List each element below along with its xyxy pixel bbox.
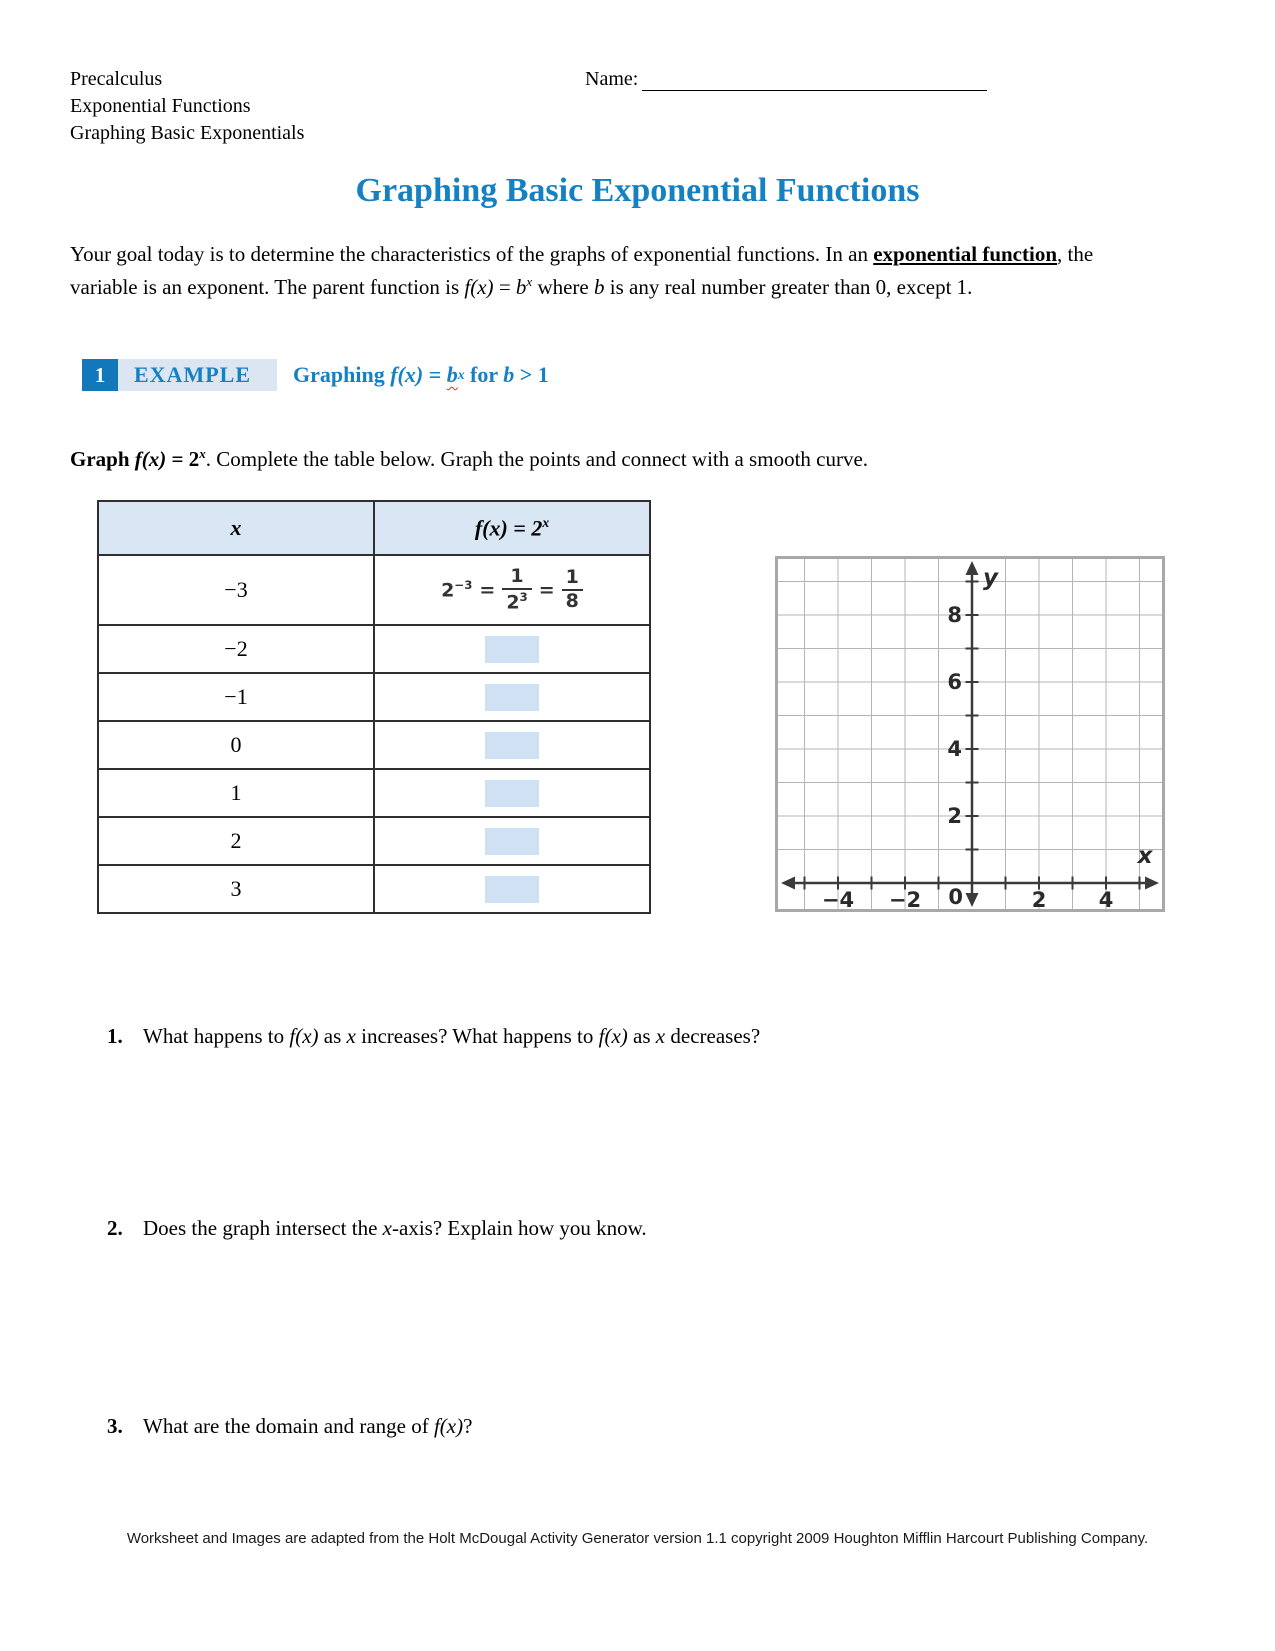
values-table bbox=[97, 500, 651, 914]
y-tick-label: 8 bbox=[947, 603, 962, 627]
math-b: b bbox=[515, 275, 527, 299]
answer-cell bbox=[374, 769, 650, 817]
intro-text: where bbox=[532, 275, 594, 299]
course-name: Precalculus bbox=[70, 68, 163, 90]
lesson-name: Graphing Basic Exponentials bbox=[70, 122, 305, 144]
question-3 bbox=[107, 1414, 1147, 1439]
x-tick-label: 2 bbox=[1031, 888, 1047, 912]
coordinate-grid bbox=[775, 556, 1165, 912]
page-title: Graphing Basic Exponential Functions bbox=[355, 172, 920, 209]
example-label: EXAMPLE bbox=[118, 359, 277, 391]
x-column-header: x bbox=[98, 501, 374, 555]
table-row bbox=[98, 817, 650, 865]
math-exponent: x bbox=[457, 367, 465, 382]
table-header-row bbox=[98, 501, 650, 555]
key-term: exponential function bbox=[873, 242, 1058, 266]
answer-blank bbox=[485, 828, 539, 855]
name-label: Name: bbox=[585, 68, 639, 90]
answer-cell bbox=[374, 721, 650, 769]
x-tick-label: −2 bbox=[888, 888, 922, 912]
intro-paragraph bbox=[70, 240, 1148, 301]
course-header bbox=[70, 66, 304, 147]
math-b-misspell: b bbox=[446, 362, 458, 387]
x-value: 1 bbox=[98, 769, 374, 817]
x-value: 0 bbox=[98, 721, 374, 769]
y-tick-label: 6 bbox=[947, 670, 962, 694]
math-exponent: x bbox=[526, 274, 533, 289]
question-number: 3. bbox=[107, 1414, 123, 1438]
y-tick-label: 2 bbox=[947, 804, 962, 828]
math-fx: f(x) bbox=[464, 275, 494, 299]
name-blank-line bbox=[642, 69, 987, 91]
question-text: What are the domain and range of f(x)? bbox=[143, 1414, 473, 1438]
answer-blank bbox=[485, 876, 539, 903]
x-value: −1 bbox=[98, 673, 374, 721]
x-tick-label: 4 bbox=[1098, 888, 1114, 912]
worked-expression: $2^{-3}$ = $\frac{1}{2^3}$ = $\frac{1}{8}$ bbox=[441, 567, 583, 613]
question-1 bbox=[107, 1024, 1147, 1049]
question-2 bbox=[107, 1216, 1147, 1241]
math-b: b bbox=[594, 275, 605, 299]
answer-blank bbox=[485, 684, 539, 711]
table-row bbox=[98, 865, 650, 913]
x-tick-label: −4 bbox=[821, 888, 855, 912]
fraction: $\frac{1}{2^3}$ bbox=[502, 567, 531, 613]
unit-name: Exponential Functions bbox=[70, 95, 251, 117]
x-value: 2 bbox=[98, 817, 374, 865]
answer-cell bbox=[374, 673, 650, 721]
question-text: Does the graph intersect the x-axis? Explain how you know. bbox=[143, 1216, 647, 1240]
example-banner bbox=[82, 359, 549, 391]
grid-border bbox=[777, 558, 1164, 911]
answer-blank bbox=[485, 636, 539, 663]
table-row bbox=[98, 555, 650, 625]
table-row bbox=[98, 721, 650, 769]
question-text: What happens to f(x) as x increases? What happens to f(x) as x decreases? bbox=[143, 1024, 761, 1048]
example-number-badge: 1 bbox=[82, 359, 118, 391]
fraction: $\frac{1}{8}$ bbox=[562, 568, 583, 612]
intro-text: is any real number greater than 0, except 1. bbox=[604, 275, 973, 299]
y-axis-label: y bbox=[983, 565, 998, 591]
table-row bbox=[98, 769, 650, 817]
x-value: −2 bbox=[98, 625, 374, 673]
answer-cell bbox=[374, 865, 650, 913]
table-row bbox=[98, 673, 650, 721]
name-field bbox=[585, 68, 987, 91]
math-fx: f(x) bbox=[390, 362, 424, 387]
answer-cell bbox=[374, 817, 650, 865]
y-tick-label: 4 bbox=[947, 737, 962, 761]
question-number: 1. bbox=[107, 1024, 123, 1048]
fx-column-header: $f(x) = 2^x$ bbox=[374, 501, 650, 555]
x-value: −3 bbox=[98, 555, 374, 625]
math-b: b bbox=[503, 362, 515, 387]
intro-text: Your goal today is to determine the characteristics of the graphs of exponential functions. In an bbox=[70, 242, 874, 266]
copyright-footer: Worksheet and Images are adapted from the Holt McDougal Activity Generator version 1.1 copyright 2009 Houghton Mifflin Harcourt Publishing Company. bbox=[126, 1530, 1149, 1547]
question-number: 2. bbox=[107, 1216, 123, 1240]
intro-text: = bbox=[493, 275, 516, 299]
worked-answer-cell bbox=[374, 555, 650, 625]
instruction-line: Graph $f(x) = 2^x$. Complete the table below. Graph the points and connect with a smooth curve. bbox=[70, 446, 869, 471]
math-fx: f(x) bbox=[134, 447, 167, 471]
example-heading: Graphing f(x) = b x for b > 1 bbox=[293, 362, 549, 387]
x-axis-label: x bbox=[1137, 843, 1153, 869]
intro-text: , the variable is an exponent. The parent function is bbox=[70, 242, 1094, 299]
table-row bbox=[98, 625, 650, 673]
answer-blank bbox=[485, 780, 539, 807]
answer-cell bbox=[374, 625, 650, 673]
x-value: 3 bbox=[98, 865, 374, 913]
answer-blank bbox=[485, 732, 539, 759]
origin-label: 0 bbox=[948, 885, 963, 909]
math-exponent: x bbox=[199, 446, 206, 461]
